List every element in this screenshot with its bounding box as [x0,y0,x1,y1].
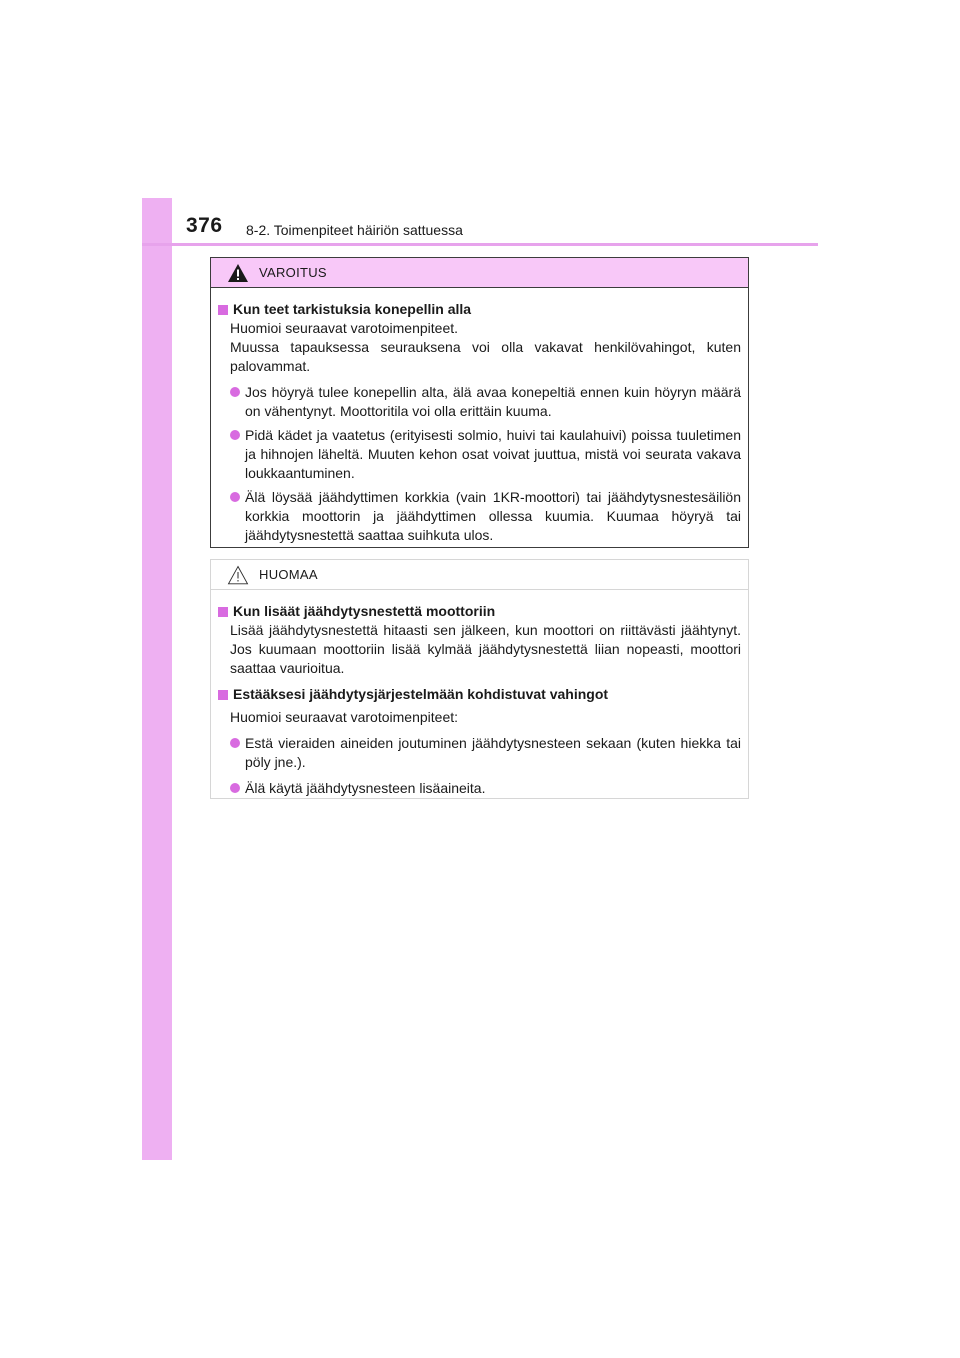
round-bullet-icon [230,783,240,793]
warning-intro [218,319,741,376]
section-title: 8-2. Toimenpiteet häiriön sattuessa [246,222,463,238]
list-item-text: Älä löysää jäähdyttimen korkkia (vain 1KR-moottori) tai jäähdytysnestesäiliön korkkia moottorin ja jäähdyttimen ollessa kuumia. Kuumaa höyryä tai jäähdytysnestettä saattaa suihkuta ulos. [245,489,741,543]
warning-label: VAROITUS [259,265,327,280]
square-bullet-icon [218,607,228,617]
square-bullet-icon [218,690,228,700]
notice-section-intro: Huomioi seuraavat varotoimenpiteet: [230,709,459,725]
list-item-text: Älä käytä jäähdytysnesteen lisäaineita. [245,780,486,796]
warning-triangle-filled-icon [227,263,249,283]
warning-section-heading [218,300,741,319]
notice-section-heading-text: Estääksesi jäähdytysjärjestelmään kohdistuvat vahingot [233,686,609,702]
warning-box-header [211,258,748,288]
notice-section-text: Lisää jäähdytysnestettä hitaasti sen jälkeen, kun moottori on riittävästi jäähtynyt. Jos kuumaan moottoriin lisää kylmää jäähdytysnestettä liian nopeasti, moottori saattaa vaurioitua. [230,622,741,676]
round-bullet-icon [230,430,240,440]
header-rule [142,243,818,246]
page-number: 376 [186,214,223,237]
notice-section-heading [218,602,741,621]
notice-box-header [211,560,748,590]
warning-box-body [211,288,748,545]
notice-label: HUOMAA [259,567,318,582]
notice-box [210,559,749,799]
list-item [218,426,741,483]
list-item-text: Jos höyryä tulee konepellin alta, älä avaa konepeltiä ennen kuin höyryn määrä on vähentynyt. Moottoritila voi olla erittäin kuuma. [245,384,741,419]
round-bullet-icon [230,387,240,397]
chapter-side-band [142,198,172,1160]
notice-section-heading [218,685,741,704]
notice-box-body [211,590,748,798]
warning-box [210,257,749,548]
list-item [218,734,741,772]
warning-triangle-outline-icon [227,565,249,585]
warning-intro-line: Muussa tapauksessa seurauksena voi olla vakavat henkilövahingot, kuten palovammat. [230,339,741,374]
square-bullet-icon [218,305,228,315]
list-item [218,488,741,545]
notice-section-heading-text: Kun lisäät jäähdytysnestettä moottoriin [233,603,496,619]
list-item [218,779,741,798]
list-item [218,383,741,421]
list-item-text: Pidä kädet ja vaatetus (erityisesti solmio, huivi tai kaulahuivi) poissa tuuletimen ja hihnojen läheltä. Muuten kehon osat voivat juuttua, mistä voi seurata vakava loukkaantuminen. [245,427,741,481]
round-bullet-icon [230,738,240,748]
list-item-text: Estä vieraiden aineiden joutuminen jäähdytysnesteen sekaan (kuten hiekka tai pöly jne.). [245,735,741,770]
round-bullet-icon [230,492,240,502]
warning-section-heading-text: Kun teet tarkistuksia konepellin alla [233,301,472,317]
warning-intro-line: Huomioi seuraavat varotoimenpiteet. [230,320,459,336]
